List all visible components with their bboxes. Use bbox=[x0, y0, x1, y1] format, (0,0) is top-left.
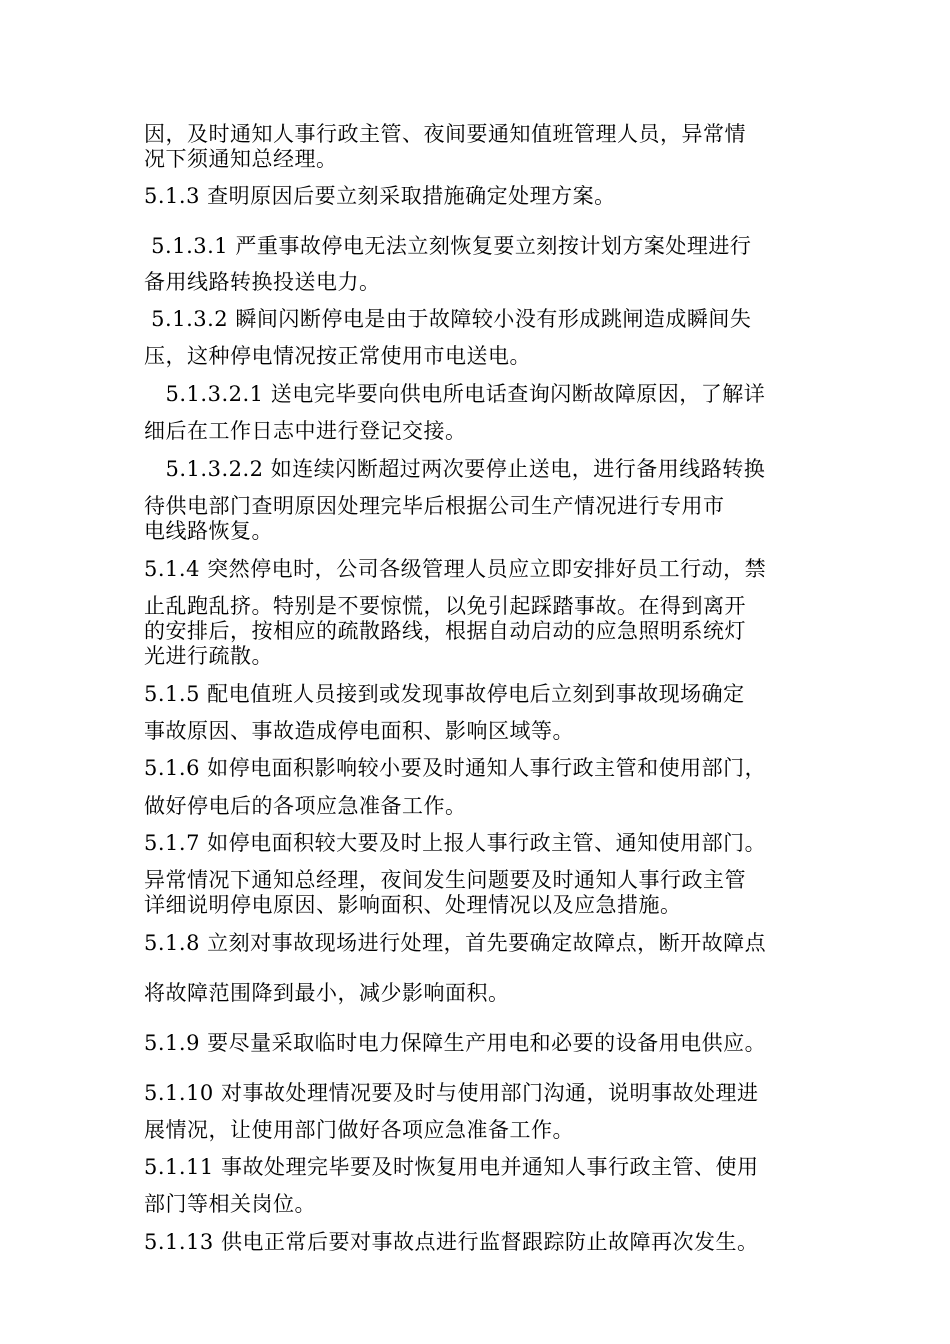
text-line: 5.1.6 如停电面积影响较小要及时通知人事行政主管和使用部门， bbox=[144, 756, 767, 780]
text-line: 5.1.9 要尽量采取临时电力保障生产用电和必要的设备用电供应。 bbox=[144, 1031, 767, 1055]
text-line: 5.1.3.2 瞬间闪断停电是由于故障较小没有形成跳闸造成瞬间失 bbox=[144, 307, 752, 331]
text-line: 5.1.3.2.2 如连续闪断超过两次要停止送电，进行备用线路转换 bbox=[144, 457, 766, 481]
text-line: 异常情况下通知总经理，夜间发生问题要及时通知人事行政主管 bbox=[144, 868, 746, 892]
text-line: 备用线路转换投送电力。 bbox=[144, 270, 381, 294]
text-line: 光进行疏散。 bbox=[144, 644, 273, 668]
text-line: 事故原因、事故造成停电面积、影响区域等。 bbox=[144, 719, 574, 743]
text-line: 电线路恢复。 bbox=[144, 519, 273, 543]
text-line: 将故障范围降到最小，减少影响面积。 bbox=[144, 981, 510, 1005]
text-line: 5.1.4 突然停电时，公司各级管理人员应立即安排好员工行动，禁 bbox=[144, 557, 767, 581]
text-line: 因，及时通知人事行政主管、夜间要通知值班管理人员，异常情 bbox=[144, 122, 746, 146]
text-line: 5.1.8 立刻对事故现场进行处理，首先要确定故障点，断开故障点 bbox=[144, 931, 767, 955]
text-line: 做好停电后的各项应急准备工作。 bbox=[144, 794, 467, 818]
text-line: 待供电部门查明原因处理完毕后根据公司生产情况进行专用市 bbox=[144, 494, 725, 518]
text-line: 展情况，让使用部门做好各项应急准备工作。 bbox=[144, 1118, 574, 1142]
text-line: 的安排后，按相应的疏散路线，根据自动启动的应急照明系统灯 bbox=[144, 619, 746, 643]
text-line: 5.1.5 配电值班人员接到或发现事故停电后立刻到事故现场确定 bbox=[144, 682, 745, 706]
text-line: 压，这种停电情况按正常使用市电送电。 bbox=[144, 344, 531, 368]
text-line: 5.1.7 如停电面积较大要及时上报人事行政主管、通知使用部门。 bbox=[144, 831, 767, 855]
text-line: 止乱跑乱挤。特别是不要惊慌，以免引起踩踏事故。在得到离开 bbox=[144, 594, 746, 618]
text-line: 5.1.3 查明原因后要立刻采取措施确定处理方案。 bbox=[144, 184, 616, 208]
text-line: 5.1.3.2.1 送电完毕要向供电所电话查询闪断故障原因，了解详 bbox=[144, 382, 766, 406]
text-line: 5.1.10 对事故处理情况要及时与使用部门沟通，说明事故处理进 bbox=[144, 1081, 759, 1105]
text-line: 5.1.11 事故处理完毕要及时恢复用电并通知人事行政主管、使用 bbox=[144, 1155, 759, 1179]
text-line: 5.1.13 供电正常后要对事故点进行监督跟踪防止故障再次发生。 bbox=[144, 1230, 759, 1254]
text-line: 部门等相关岗位。 bbox=[144, 1192, 316, 1216]
text-line: 细后在工作日志中进行登记交接。 bbox=[144, 419, 467, 443]
text-line: 5.1.3.1 严重事故停电无法立刻恢复要立刻按计划方案处理进行 bbox=[144, 234, 752, 258]
text-line: 况下须通知总经理。 bbox=[144, 147, 338, 171]
text-line: 详细说明停电原因、影响面积、处理情况以及应急措施。 bbox=[144, 893, 682, 917]
